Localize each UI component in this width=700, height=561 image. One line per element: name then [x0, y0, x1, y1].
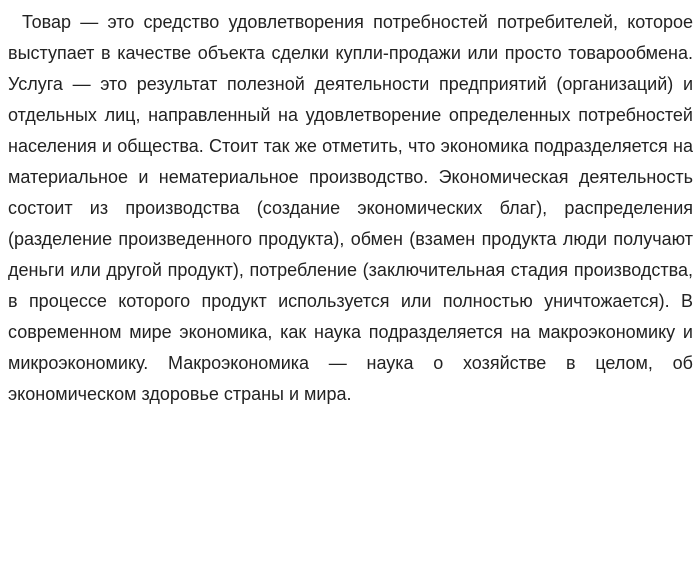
body-paragraph: Товар — это средство удовлетворения потребностей потребителей, которое выступает в качестве объекта сделки купли-продажи или просто товарообмена. Услуга — это результат полезной деятельности предприятий (организаций) и отдельных лиц, направленный на удовлетворение определенных потребностей населения и общества. Стоит так же отметить, что экономика подразделяется на материальное и нематериальное производство. Экономическая деятельность состоит из производства (создание экономических благ), распределения (разделение произведенного продукта), обмен (взамен продукта люди получают деньги или другой продукт), потребление (заключительная стадия производства, в процессе которого продукт используется или полностью уничтожается). В современном мире экономика, как наука подразделяется на макроэкономику и микроэкономику. Макроэкономика — наука о хозяйстве в целом, об экономическом здоровье страны и мира. [8, 12, 693, 404]
document-page [8, 7, 693, 410]
